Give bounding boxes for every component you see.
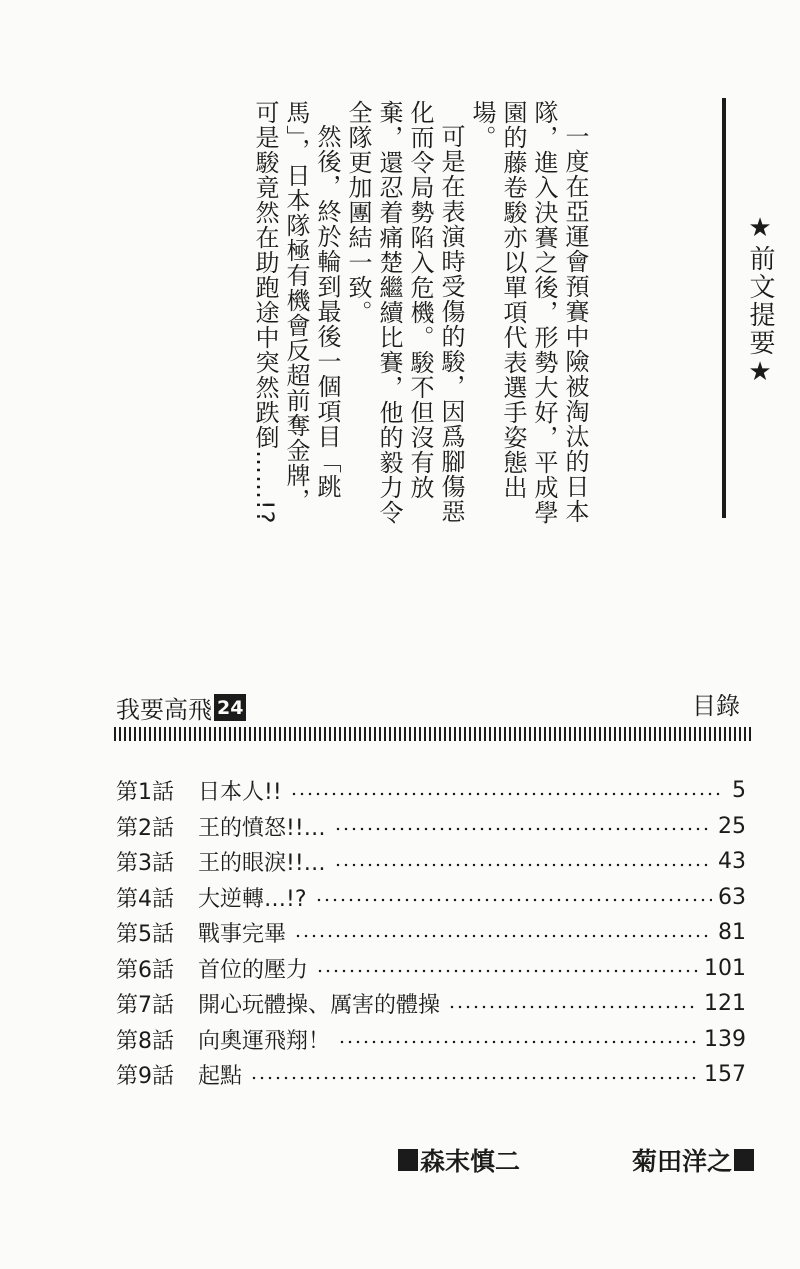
toc-entry[interactable] xyxy=(116,1057,746,1093)
chapter-title: 王的眼淚!!… xyxy=(198,851,326,877)
chapter-number: 第1話 xyxy=(116,780,174,806)
leader-dots xyxy=(334,863,712,867)
synopsis-heading-block xyxy=(722,98,780,518)
leader-dots xyxy=(250,1076,698,1080)
toc-entry[interactable] xyxy=(116,809,746,845)
chapter-title: 大逆轉…!? xyxy=(198,886,307,912)
chapter-number: 第7話 xyxy=(116,993,174,1019)
volume-badge: 24 xyxy=(214,694,246,721)
leader-dots xyxy=(290,792,720,796)
chapter-number: 第5話 xyxy=(116,922,174,948)
leader-dots xyxy=(316,969,698,973)
chapter-number: 第8話 xyxy=(116,1028,174,1054)
leader-dots xyxy=(448,1005,698,1009)
vertical-rule xyxy=(722,98,726,518)
leader-dots xyxy=(338,1040,698,1044)
credit-artist xyxy=(632,1142,754,1178)
decorative-divider xyxy=(114,727,752,741)
toc-entry[interactable] xyxy=(116,880,746,916)
toc-entry[interactable] xyxy=(116,1022,746,1058)
book-title xyxy=(116,690,246,725)
credits xyxy=(398,1142,754,1178)
table-of-contents xyxy=(116,773,746,1093)
toc-entry[interactable] xyxy=(116,915,746,951)
chapter-page: 157 xyxy=(704,1062,746,1088)
chapter-title: 日本人!! xyxy=(198,780,282,806)
synopsis-heading: ★前文提要★ xyxy=(745,213,775,389)
series-title: 我要高飛 xyxy=(116,696,212,724)
leader-dots xyxy=(294,934,712,938)
toc-entry[interactable] xyxy=(116,986,746,1022)
chapter-page: 81 xyxy=(718,920,746,946)
square-icon xyxy=(398,1149,418,1171)
chapter-title: 開心玩體操、厲害的體操 xyxy=(198,993,441,1019)
chapter-title: 首位的壓力 xyxy=(198,957,309,983)
square-icon xyxy=(734,1149,754,1171)
chapter-title: 王的憤怒!!… xyxy=(198,815,326,841)
chapter-number: 第2話 xyxy=(116,815,174,841)
chapter-page: 139 xyxy=(704,1026,746,1052)
chapter-number: 第3話 xyxy=(116,851,174,877)
chapter-page: 25 xyxy=(718,813,746,839)
chapter-page: 121 xyxy=(704,991,746,1017)
synopsis-paragraph: 一度在亞運會預賽中險被淘汰的日本隊，進入決賽之後，形勢大好，平成學園的藤卷駿亦以單項代表選手姿態出場。 xyxy=(468,100,589,525)
chapter-number: 第6話 xyxy=(116,957,174,983)
toc-entry[interactable] xyxy=(116,951,746,987)
leader-dots xyxy=(334,827,712,831)
toc-entry[interactable] xyxy=(116,844,746,880)
toc-entry[interactable] xyxy=(116,773,746,809)
chapter-page: 43 xyxy=(718,849,746,875)
artist-name: 菊田洋之 xyxy=(631,1147,732,1176)
synopsis-paragraph: 可是在表演時受傷的駿，因爲腳傷惡化而令局勢陷入危機。駿不但沒有放棄，還忍着痛楚繼續比賽，他的毅力令全隊更加團結一致。 xyxy=(344,100,465,525)
chapter-number: 第4話 xyxy=(116,886,174,912)
toc-heading: 目錄 xyxy=(692,692,740,720)
author-name: 森末慎二 xyxy=(420,1147,521,1176)
chapter-page: 63 xyxy=(718,884,746,910)
chapter-title: 戰事完畢 xyxy=(198,922,287,948)
credit-author xyxy=(398,1142,520,1178)
synopsis-paragraph: 然後，終於輪到最後一個項目「跳馬」，日本隊極有機會反超前奪金牌，可是駿竟然在助跑途中突然跌倒……!? xyxy=(251,100,341,525)
synopsis-text xyxy=(228,100,590,530)
chapter-page: 101 xyxy=(704,955,746,981)
chapter-title: 向奧運飛翔！ xyxy=(198,1028,331,1054)
chapter-number: 第9話 xyxy=(116,1064,174,1090)
chapter-page: 5 xyxy=(732,778,746,804)
chapter-title: 起點 xyxy=(198,1064,243,1090)
leader-dots xyxy=(315,898,713,902)
